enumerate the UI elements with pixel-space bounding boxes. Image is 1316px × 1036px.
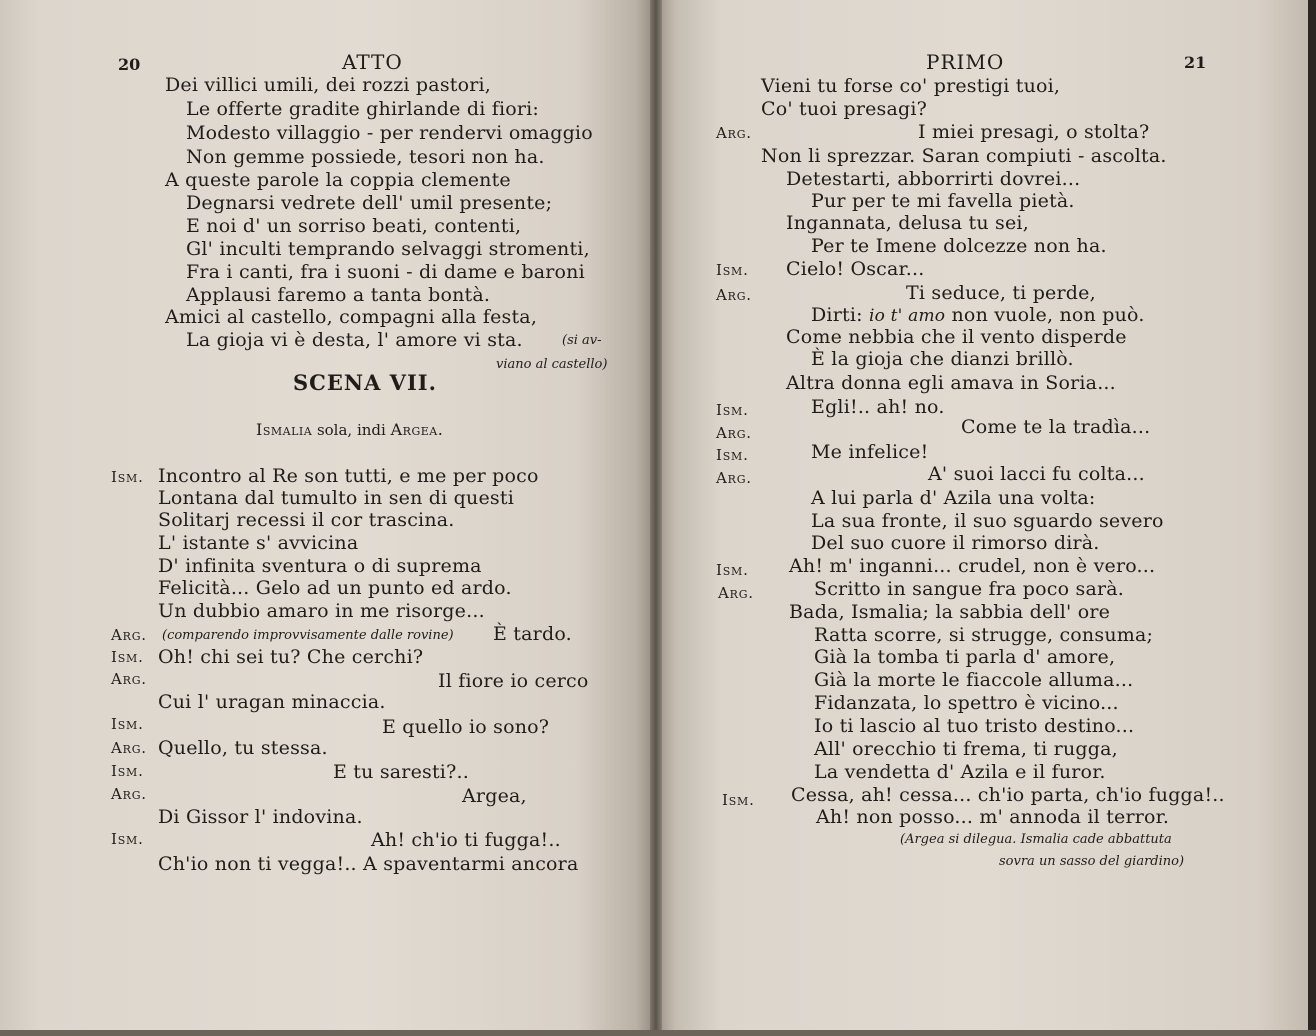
speaker-label: Arg. [111,626,147,644]
dialogue-line: Incontro al Re son tutti, e me per poco [158,465,539,487]
verse-line: È la gioja che dianzi brillò. [811,348,1074,370]
stage-direction: sovra un sasso del giardino) [999,854,1185,869]
dialogue-line: Un dubbio amaro in me risorge... [158,600,485,622]
verse-line: Cessa, ah! cessa... ch'io parta, ch'io fugga!.. [791,784,1225,806]
verse-line: Fidanzata, lo spettro è vicino... [814,692,1119,714]
dialogue-line: E tu saresti?.. [333,761,469,783]
dialogue-line: Ah! ch'io ti fugga!.. [371,829,561,851]
verse-line: Del suo cuore il rimorso dirà. [811,532,1100,554]
verse-line: Ingannata, delusa tu sei, [786,212,1029,234]
verse-line: Gl' inculti temprando selvaggi stromenti, [186,238,590,260]
dialogue-line: Ch'io non ti vegga!.. A spaventarmi ancora [158,853,579,875]
verse-line: Me infelice! [811,441,929,463]
speaker-label: Arg. [716,469,752,487]
emphasis: io t' amo [868,306,946,326]
verse-line: La gioja vi è desta, l' amore vi sta. [186,329,523,351]
scene-personae [256,420,443,439]
dialogue-line: Argea, [462,785,527,807]
speaker-label: Arg. [111,670,147,688]
book-spine [650,0,662,1036]
speaker-label: Ism. [111,715,144,733]
scene-title: SCENA VII. [293,370,437,395]
verse-line: Cielo! Oscar... [786,258,925,280]
page-number: 20 [118,55,141,74]
verse-line: Ratta scorre, si strugge, consuma; [814,624,1154,646]
verse-line: Scritto in sangue fra poco sarà. [814,578,1125,600]
verse-line: Vieni tu forse co' prestigi tuoi, [761,75,1061,97]
verse-line [811,304,1145,327]
dialogue-line: E quello io sono? [382,716,550,738]
verse-text: Dirti: [811,304,863,326]
verse-line: A queste parole la coppia clemente [165,169,511,191]
speaker-label: Arg. [716,124,752,142]
verse-line: Pur per te mi favella pietà. [811,190,1075,212]
speaker-label: Ism. [716,401,749,419]
personae-text: sola, indi [316,421,386,439]
stage-direction: (si av- [562,333,602,348]
dialogue-line: Oh! chi sei tu? Che cerchi? [158,646,424,668]
verse-line: Ti seduce, ti perde, [906,282,1096,304]
verse-line: A' suoi lacci fu colta... [928,463,1145,485]
running-head: ATTO [342,50,403,74]
speaker-label: Arg. [718,584,754,602]
verse-line: Degnarsi vedrete dell' umil presente; [186,192,553,214]
background-edge [1308,0,1316,1036]
right-page [656,0,1308,1036]
stage-direction: (comparendo improvvisamente dalle rovine) [162,628,454,643]
dialogue-line: L' istante s' avvicina [158,532,359,554]
verse-line: Per te Imene dolcezze non ha. [811,235,1107,257]
verse-line: Co' tuoi presagi? [761,98,928,120]
verse-line: La sua fronte, il suo sguardo severo [811,510,1164,532]
page-number: 21 [1184,53,1207,72]
verse-line: I miei presagi, o stolta? [918,121,1150,143]
verse-line: Fra i canti, fra i suoni - di dame e baroni [186,261,585,283]
verse-line: La vendetta d' Azila e il furor. [814,761,1106,783]
verse-line: Come nebbia che il vento disperde [786,326,1127,348]
speaker-label: Ism. [111,468,144,486]
dialogue-line: Quello, tu stessa. [158,737,328,759]
verse-line: Come te la tradìa... [961,416,1151,438]
verse-line: Altra donna egli amava in Soria... [786,372,1116,394]
speaker-label: Ism. [111,648,144,666]
dialogue-line: Il fiore io cerco [438,670,589,692]
speaker-label: Ism. [111,762,144,780]
speaker-label: Arg. [716,286,752,304]
dialogue-line: Solitarj recessi il cor trascina. [158,509,455,531]
verse-line: A lui parla d' Azila una volta: [811,487,1096,509]
verse-line: Io ti lascio al tuo tristo destino... [814,715,1135,737]
verse-line: Già la tomba ti parla d' amore, [814,646,1116,668]
speaker-label: Ism. [722,791,755,809]
dialogue-line: D' infinita sventura o di suprema [158,555,482,577]
verse-line: Egli!.. ah! no. [811,396,945,418]
character-name: Argea. [390,420,444,439]
verse-line: Già la morte le fiaccole alluma... [814,669,1134,691]
character-name: Ismalia [256,420,313,439]
dialogue-line: Felicità... Gelo ad un punto ed ardo. [158,577,512,599]
verse-line: Dei villici umili, dei rozzi pastori, [165,74,492,96]
stage-direction: (Argea si dilegua. Ismalia cade abbattuta [900,832,1172,847]
speaker-label: Ism. [716,561,749,579]
verse-line: Bada, Ismalia; la sabbia dell' ore [789,601,1111,623]
verse-line: Detestarti, abborrirti dovrei... [786,168,1081,190]
dialogue-line: Di Gissor l' indovina. [158,806,363,828]
verse-line: Modesto villaggio - per rendervi omaggio [186,122,593,144]
page-bottom-edge [0,1030,1316,1036]
speaker-label: Arg. [111,785,147,803]
speaker-label: Arg. [716,424,752,442]
dialogue-line: Lontana dal tumulto in sen di questi [158,487,514,509]
dialogue-line: È tardo. [493,623,572,645]
verse-line: Applausi faremo a tanta bontà. [186,284,491,306]
verse-text: non vuole, non può. [951,304,1145,326]
stage-direction: viano al castello) [496,357,608,372]
verse-line: Ah! m' inganni... crudel, non è vero... [789,555,1156,577]
verse-line: Non li sprezzar. Saran compiuti - ascolta. [761,145,1167,167]
verse-line: E noi d' un sorriso beati, contenti, [186,215,522,237]
dialogue-line: Cui l' uragan minaccia. [158,691,386,713]
verse-line: Ah! non posso... m' annoda il terror. [816,806,1170,828]
speaker-label: Ism. [716,261,749,279]
verse-line: Amici al castello, compagni alla festa, [165,306,538,328]
speaker-label: Ism. [111,830,144,848]
left-page [0,0,656,1036]
verse-line: Le offerte gradite ghirlande di fiori: [186,98,540,120]
verse-line: Non gemme possiede, tesori non ha. [186,146,545,168]
verse-line: All' orecchio ti frema, ti rugga, [814,738,1118,760]
speaker-label: Arg. [111,739,147,757]
speaker-label: Ism. [716,446,749,464]
running-head: PRIMO [926,50,1005,74]
